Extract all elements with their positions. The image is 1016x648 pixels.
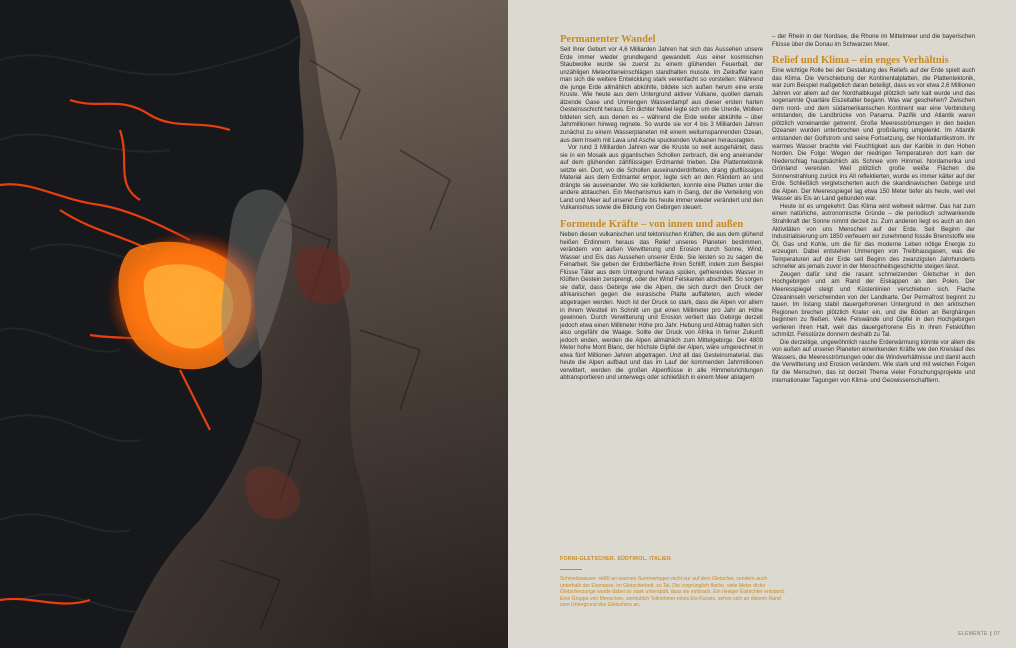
photo-caption — [560, 556, 788, 609]
caption-text: Schmelzwasser: stößt an warmen Sommertagen nicht nur auf dem Gletscher, sondern auch unterhalb der Eismasse, im Gletscherbett, zu Tal. Die ursprünglich flache, viele Meter dicke Gletscherzunge wurde dabei so stark unterspült, dass sie einbrach. Ein riesiger Eistrichter entstand. Eine Gruppe von Menschen, vermutlich Teilnehmer eines Eis-Kurses, sehen sich an diesem Rand zum Untergrund des Gletschers an. — [560, 576, 786, 609]
paragraph: Heute ist es umgekehrt: Das Klima wird weltweit wärmer. Das hat zum einen natürliche, astronomische Gründe – die periodisch schwankende Strahlkraft der Sonne nimmt derzeit zu. Zum anderen liegt es auch an den Aktivitäten von uns Menschen auf der Erde. Seit Beginn der Industrialisierung um 1850 verfeuern wir zunehmend fossile Brennstoffe wie Öl, Gas und Kohle, um die für das moderne Leben nötige Energie zu erzeugen. Dabei entstehen Unmengen von Treibhausgasen, was die Temperaturen auf der Erde seit Beginn des zwanzigsten Jahrhunderts schneller als jemals zuvor in der Menschheitsgeschichte steigen lässt. — [772, 203, 975, 271]
text-column-1 — [560, 34, 763, 383]
paragraph: – der Rhein in der Nordsee, die Rhone im Mittelmeer und die bayerischen Flüsse über die Donau im Schwarzen Meer. — [772, 34, 975, 48]
paragraph: Zeugen dafür sind die rasant schmelzenden Gletscher in den Hochgebirgen und am Rand der Eiskappen an den Polen. Der Meeresspiegel steigt und Küstenlinien verschieben sich. Flache Ozeaninseln verschwinden von der Landkarte. Der Permafrost beginnt zu tauen. Im Iistang stabil dauergefrorenen Untergrund in den arktischen Regionen brechen plötzlich Krater ein, und die Böden an Berghängen beginnen zu fließen. Viele Felswände und Gipfel in den Hochgebirgen verlieren ihren Halt, weil das dauergefrorene Eis in ihren Felsklüften schmilzt. Felsstürze donnern deshalb zu Tal. — [772, 271, 975, 339]
paragraph: Eine wichtige Rolle bei der Gestaltung des Reliefs auf der Erde spielt auch das Klima. Die Verschiebung der Kontinentalplatten, die Plattentektonik, war zum Beispiel maßgeblich daran beteiligt, dass es vor etwa 2,6 Millionen Jahren vor allem auf der Nordhalbkugel plötzlich sehr kalt wurde und das sogenannte Quartäre Eiszeitalter begann. Was war geschehen? Zwischen dem nord- und dem südamerikanischen Kontinent war eine Verbindung entstanden, die Landbrücke von Panama. Pazifik und Atlantik waren plötzlich voneinander getrennt. Große Meeresströmungen in den beiden Ozeanen wurden unterbrochen und großräumig umgelenkt. Im Atlantik entstanden der Golfstrom und seine Fortsetzung, der Nordatlantikstrom. Ihr warmes Wasser brachte viel Feuchtigkeit aus der Karibik in den Hohen Norden. Die Folge: Wegen der niedrigen Temperaturen dort kam der Niederschlag hauptsächlich als Schnee vom Himmel. Nordamerika und Grönland vereisten. Weil plötzlich große weiße Flächen die Sonnenstrahlung zurück ins All reflektierten, wurde es immer kälter auf der Erde. Schließlich vergletscherten auch die skandinavischen Gebirge und die Alpen. Der Meeresspiegel lag etwa 150 Meter tiefer als heute, weil viel Wasser als Eis an Land gebunden war. — [772, 68, 975, 203]
paragraph: Neben diesen vulkanischen und tektonischen Kräften, die aus dem glühend heißen Erdinnern heraus das Relief unseres Planeten bestimmen, verändern von außen Verwitterung und Erosion durch Sonne, Wind, Wasser und Eis das Aussehen unserer Erde. Sie leisten so zu sagen die Feinarbeit. Sie geben der Erdoberfläche ihren Schliff, indem zum Beispiel Flüsse Täler aus dem Untergrund heraus spülen, gefrierendes Wasser in Klüften Gestein zersprengt, oder der Wind Felskanten abschleift. So sorgen sie dafür, dass Gebirge wie die Alpen, die sich durch den Druck der afrikanischen gegen die eurasische Platte auffalteten, auch wieder abgetragen werden. Noch ist der Druck so stark, dass die Alpen vor allem in ihrem Westteil im Schnitt um gut einen Millimeter pro Jahr an Höhe gewinnen. Durch Verwitterung und Erosion verliert das Gebirge derzeit jedoch etwa einen Millimeter Höhe pro Jahr. Hebung und Abtrag halten sich also ungefähr die Waage. Sollte der Druck von Afrika in ferner Zukunft jedoch enden, werden die Alpen allmählich zum Mittelgebirge. Der 4809 Meter hohe Mont Blanc, der höchste Gipfel der Alpen, wäre umgerechnet in etwa fünf Millionen Jahren abgetragen. Und all das Gesteinsmaterial, das heute die Alpen aufbaut und das im Lauf der kommenden Jahrmillionen verwittert, werden die großen Alpenflüsse in alle Himmelsrichtungen abtransportieren und unterwegs oder schließlich in einem Meer ablagern — [560, 232, 763, 382]
heading-permanenter-wandel: Permanenter Wandel — [560, 34, 656, 45]
heading-relief-und-klima: Relief und Klima – ein enges Verhältnis — [772, 55, 949, 67]
text-column-2 — [772, 34, 975, 385]
page-folio: ELEMENTE ∥ 07 — [958, 631, 1000, 637]
paragraph: Die derzeitige, ungewöhnlich rasche Erderwärmung könnte vor allem die von außen auf unseren Planeten einwirkenden Kräfte wie den Kreislauf des Wassers, die Meeresströmungen oder die Windverhältnisse und damit auch die Verwitterung und Erosion verändern. Wie stark und mit welchen Folgen für die Menschen, das ist derzeit Thema vieler Forschungsprojekte und internationaler Tagungen von Klima- und Geowissenschaftlern. — [772, 339, 975, 384]
paragraph: Vor rund 3 Milliarden Jahren war die Kruste so weit ausgehärtet, dass sie in ein Mosaik aus gigantischen Schollen zerbrach, die eng aneinander auf dem glühenden zähflüssigen Erdmantel trieben. Die Plattentektonik setzte ein. Dort, wo die Schollen auseinanderdrifteten, drang glutflüssiges Material aus dem Erdmantel empor, legte sich an den Rändern an und drängte sie auseinander. Wo sie kollidierten, konnte eine Platten unter die andere abtauchen. Ein Mechanismus kam in Gang, der die Verteilung von Land und Meer auf unserer Erde bis heute immer wieder verändert und den Vulkanismus sowie die Bildung von Gebirgen steuert. — [560, 145, 763, 212]
text-page — [508, 0, 1016, 648]
caption-title: FORNI-GLETSCHER, SÜDTIROL, ITALIEN — [560, 556, 671, 562]
paragraph: Seit ihrer Geburt vor 4,6 Milliarden Jahren hat sich das Aussehen unsere Erde immer wieder grundlegend gewandelt. Aus einer kosmischen Staubwolke wurde sie zuerst zu einem glühenden Feuerball, der unzähligen Meteoriteneinschlägen standhalten musste. Im Zeitraffer kann man sich die weitere Entwicklung stark vereinfacht so vorstellen: Während die junge Erde allmählich abkühlte, bildete sich außen herum eine erste Kruste. Wie heute aus dem Untergrund aktiver Vulkane, quollen damals ätzende Gase und Unmengen Wasserdampf aus dieser ersten harten Gesteinsschicht heraus. Ein dichter Nebel legte sich um die Urerde, Wolken bildeten sich, aus denen es – während die Erde weiter abkühlte – über Jahrmillionen hinweg regnete. So wurde sie vor 4 bis 3 Milliarden Jahren zunächst zu einem Wasserplaneten mit einem weltumspannenden Ozean, aus dem Inseln mit Lava und Asche spuckenden Vulkanen herausragten. — [560, 47, 763, 144]
caption-divider — [560, 569, 582, 570]
heading-formende-kraefte: Formende Kräfte – von innen und außen — [560, 219, 744, 231]
